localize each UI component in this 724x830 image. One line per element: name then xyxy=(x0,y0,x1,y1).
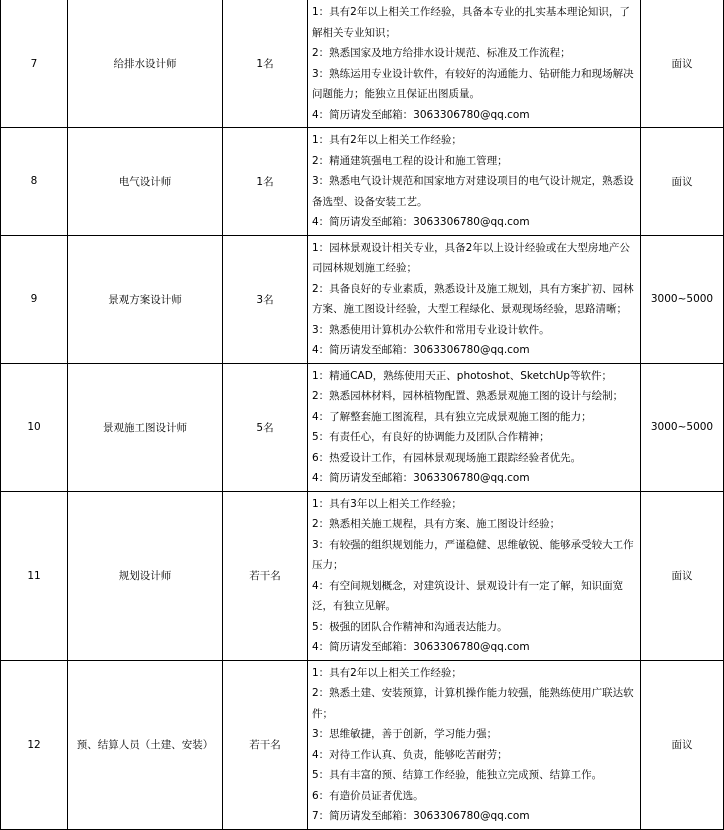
requirement-line: 1：具有2年以上相关工作经验； xyxy=(312,666,462,679)
headcount: 1名 xyxy=(223,128,308,236)
requirement-line: 2：熟悉国家及地方给排水设计规范、标准及工作流程； xyxy=(312,47,571,59)
requirement-line: 4：简历请发至邮箱：3063306780@qq.com xyxy=(312,108,530,121)
requirement-line: 3：熟练运用专业设计软件，有较好的沟通能力、钻研能力和现场解决问题能力；能独立且保证出图质量。 xyxy=(312,67,634,100)
salary: 面议 xyxy=(641,660,724,829)
requirements-cell xyxy=(308,0,641,128)
requirement-line: 1：园林景观设计相关专业，具备2年以上设计经验或在大型房地产公司园林规划施工经验； xyxy=(312,241,630,274)
headcount: 若干名 xyxy=(223,491,308,660)
salary: 3000~5000 xyxy=(641,235,724,363)
row-number: 10 xyxy=(1,363,68,491)
requirement-line: 2：具备良好的专业素质，熟悉设计及施工规划，具有方案扩初、园林方案、施工图设计经验，大型工程绿化、景观现场经验，思路清晰； xyxy=(312,282,634,315)
salary: 面议 xyxy=(641,128,724,236)
row-number: 12 xyxy=(1,660,68,829)
headcount: 若干名 xyxy=(223,660,308,829)
position-name: 给排水设计师 xyxy=(68,0,223,128)
table-row xyxy=(1,0,724,128)
requirements-cell xyxy=(308,660,641,829)
headcount: 3名 xyxy=(223,235,308,363)
requirement-line: 4：对待工作认真、负责，能够吃苦耐劳； xyxy=(312,748,508,761)
requirement-line: 6：有造价员证者优选。 xyxy=(312,789,424,802)
requirement-line: 1：具有3年以上相关工作经验； xyxy=(312,497,462,510)
requirement-line: 3：有较强的组织规划能力，严谨稳健、思维敏锐、能够承受较大工作压力； xyxy=(312,538,634,571)
position-name: 规划设计师 xyxy=(68,491,223,660)
requirement-line: 4：简历请发至邮箱：3063306780@qq.com xyxy=(312,216,530,228)
table-row xyxy=(1,491,724,660)
requirement-line: 3：思维敏捷，善于创新，学习能力强； xyxy=(312,728,498,740)
position-name: 景观方案设计师 xyxy=(68,235,223,363)
requirement-line: 4：有空间规划概念，对建筑设计、景观设计有一定了解，知识面宽泛，有独立见解。 xyxy=(312,579,624,612)
table-row xyxy=(1,660,724,829)
position-name: 预、结算人员（土建、安装） xyxy=(68,660,223,829)
salary: 面议 xyxy=(641,0,724,128)
table-row xyxy=(1,235,724,363)
requirement-line: 3：熟悉使用计算机办公软件和常用专业设计软件。 xyxy=(312,323,550,336)
salary: 3000~5000 xyxy=(641,363,724,491)
salary: 面议 xyxy=(641,491,724,660)
requirement-line: 1：具有2年以上相关工作经验； xyxy=(312,134,462,146)
row-number: 9 xyxy=(1,235,68,363)
headcount: 1名 xyxy=(223,0,308,128)
row-number: 11 xyxy=(1,491,68,660)
requirement-line: 5：极强的团队合作精神和沟通表达能力。 xyxy=(312,620,508,633)
requirement-line: 2：熟悉土建、安装预算，计算机操作能力较强，能熟练使用广联达软件； xyxy=(312,687,634,720)
position-name: 景观施工图设计师 xyxy=(68,363,223,491)
row-number: 8 xyxy=(1,128,68,236)
requirement-line: 1：具有2年以上相关工作经验，具备本专业的扎实基本理论知识，了解相关专业知识； xyxy=(312,6,630,39)
requirement-line: 7：简历请发至邮箱：3063306780@qq.com xyxy=(312,810,530,822)
requirements-cell xyxy=(308,128,641,236)
requirement-line: 4：简历请发至邮箱：3063306780@qq.com xyxy=(312,641,530,653)
requirements-cell xyxy=(308,491,641,660)
requirement-line: 2：精通建筑强电工程的设计和施工管理； xyxy=(312,154,508,167)
table-row xyxy=(1,128,724,236)
requirement-line: 2：熟悉园林材料，园林植物配置、熟悉景观施工图的设计与绘制； xyxy=(312,390,624,402)
requirement-line: 1：精通CAD，熟练使用天正、photoshot、SketchUp等软件； xyxy=(312,369,612,382)
headcount: 5名 xyxy=(223,363,308,491)
requirement-line: 4：简历请发至邮箱：3063306780@qq.com xyxy=(312,344,530,356)
table-row xyxy=(1,363,724,491)
requirement-line: 6：热爱设计工作，有园林景观现场施工跟踪经验者优先。 xyxy=(312,451,582,464)
row-number: 7 xyxy=(1,0,68,128)
requirements-cell xyxy=(308,363,641,491)
requirement-line: 5：有责任心，有良好的协调能力及团队合作精神； xyxy=(312,431,550,443)
requirements-cell xyxy=(308,235,641,363)
requirement-line: 4：简历请发至邮箱：3063306780@qq.com xyxy=(312,472,530,484)
requirement-line: 4：了解整套施工图流程，具有独立完成景观施工图的能力； xyxy=(312,410,592,423)
requirement-line: 3：熟悉电气设计规范和国家地方对建设项目的电气设计规定，熟悉设备选型、设备安装工艺。 xyxy=(312,175,634,208)
requirement-line: 5：具有丰富的预、结算工作经验，能独立完成预、结算工作。 xyxy=(312,769,603,781)
position-name: 电气设计师 xyxy=(68,128,223,236)
requirement-line: 2：熟悉相关施工规程，具有方案、施工图设计经验； xyxy=(312,518,561,530)
